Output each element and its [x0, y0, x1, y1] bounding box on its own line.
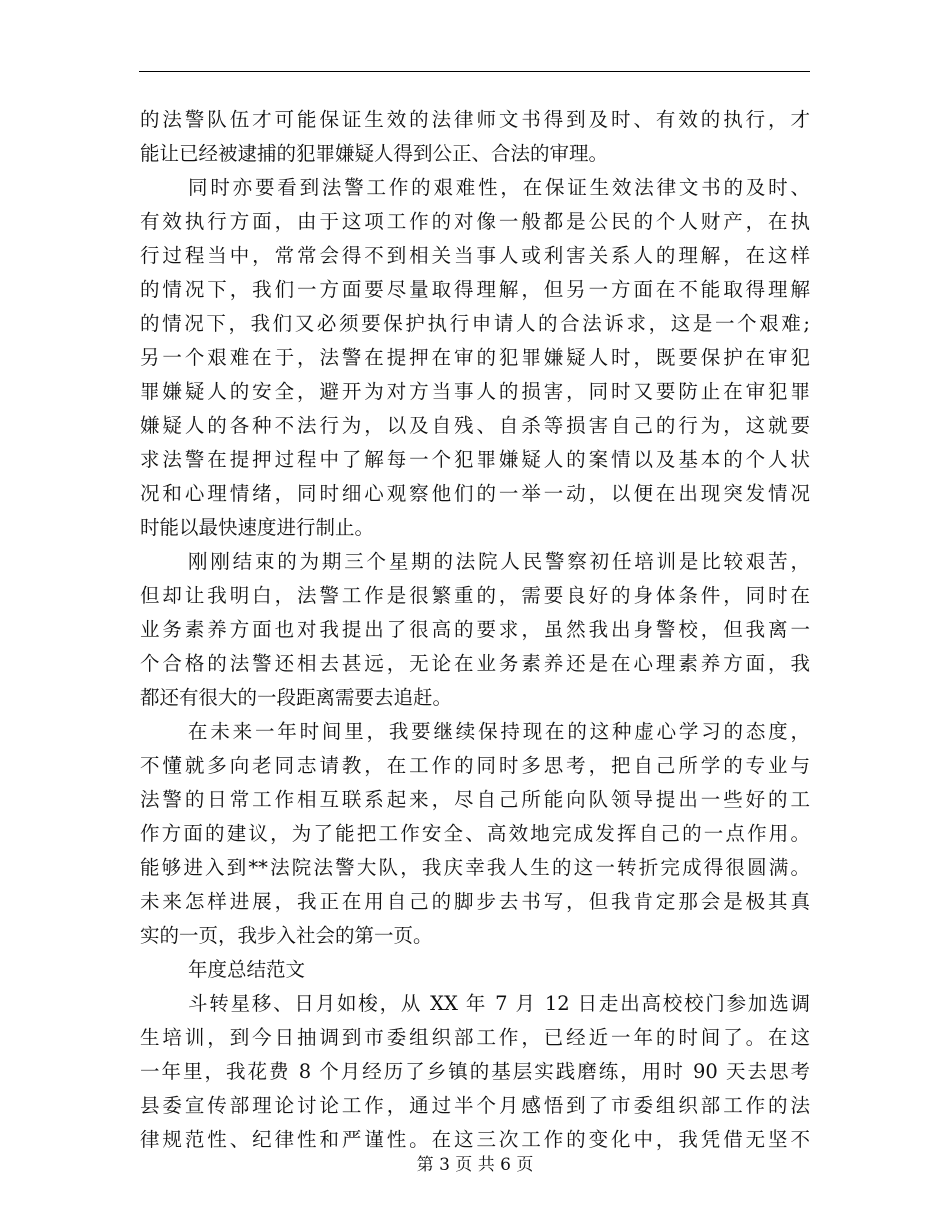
text-line: 斗转星移、日月如梭，从 XX 年 7 月 12 日走出高校校门参加选调 [188, 992, 810, 1015]
text-line: 罪嫌疑人的安全，避开为对方当事人的损害，同时又要防止在审犯罪 [140, 380, 810, 403]
text-line: 律规范性、纪律性和严谨性。在这三次工作的变化中，我凭借无坚不 [140, 1128, 810, 1151]
text-line: 生培训，到今日抽调到市委组织部工作，已经近一年的时间了。在这 [140, 1026, 810, 1049]
page-footer: 第 3 页 共 6 页 [416, 1155, 534, 1175]
text-line: 况和心理情绪，同时细心观察他们的一举一动，以便在出现突发情况 [140, 482, 810, 505]
text-line: 一年里，我花费 8 个月经历了乡镇的基层实践磨练，用时 90 天去思考 [140, 1060, 810, 1083]
text-line: 但却让我明白，法警工作是很繁重的，需要良好的身体条件，同时在 [140, 584, 810, 607]
text-line: 行过程当中，常常会得不到相关当事人或利害关系人的理解，在这样 [140, 244, 810, 267]
text-line: 都还有很大的一段距离需要去追赶。 [140, 686, 453, 709]
text-line: 时能以最快速度进行制止。 [140, 516, 375, 539]
body-text [140, 103, 810, 1157]
header-rule [139, 71, 810, 72]
text-line: 能够进入到**法院法警大队，我庆幸我人生的这一转折完成得很圆满。 [140, 856, 810, 879]
text-line: 实的一页，我步入社会的第一页。 [140, 924, 433, 947]
text-line: 法警的日常工作相互联系起来，尽自己所能向队领导提出一些好的工 [140, 788, 810, 811]
text-line: 的情况下，我们又必须要保护执行申请人的合法诉求，这是一个艰难; [140, 312, 810, 335]
text-line: 在未来一年时间里，我要继续保持现在的这种虚心学习的态度， [188, 720, 810, 743]
text-line: 刚刚结束的为期三个星期的法院人民警察初任培训是比较艰苦， [188, 550, 810, 573]
text-line: 年度总结范文 [188, 958, 306, 981]
text-line: 业务素养方面也对我提出了很高的要求，虽然我出身警校，但我离一 [140, 618, 810, 641]
text-line: 不懂就多向老同志请教，在工作的同时多思考，把自己所学的专业与 [140, 754, 810, 777]
text-line: 有效执行方面，由于这项工作的对像一般都是公民的个人财产，在执 [140, 210, 810, 233]
text-line: 的法警队伍才可能保证生效的法律师文书得到及时、有效的执行，才 [140, 108, 810, 131]
text-line: 能让已经被逮捕的犯罪嫌疑人得到公正、合法的审理。 [140, 142, 609, 165]
text-line: 另一个艰难在于，法警在提押在审的犯罪嫌疑人时，既要保护在审犯 [140, 346, 810, 369]
text-line: 嫌疑人的各种不法行为，以及自残、自杀等损害自己的行为，这就要 [140, 414, 810, 437]
text-line: 求法警在提押过程中了解每一个犯罪嫌疑人的案情以及基本的个人状 [140, 448, 810, 471]
text-line: 县委宣传部理论讨论工作，通过半个月感悟到了市委组织部工作的法 [140, 1094, 810, 1117]
text-line: 作方面的建议，为了能把工作安全、高效地完成发挥自己的一点作用。 [140, 822, 810, 845]
text-line: 未来怎样进展，我正在用自己的脚步去书写，但我肯定那会是极其真 [140, 890, 810, 913]
text-line: 个合格的法警还相去甚远，无论在业务素养还是在心理素养方面，我 [140, 652, 810, 675]
text-line: 同时亦要看到法警工作的艰难性，在保证生效法律文书的及时、 [188, 176, 810, 199]
text-line: 的情况下，我们一方面要尽量取得理解，但另一方面在不能取得理解 [140, 278, 810, 301]
